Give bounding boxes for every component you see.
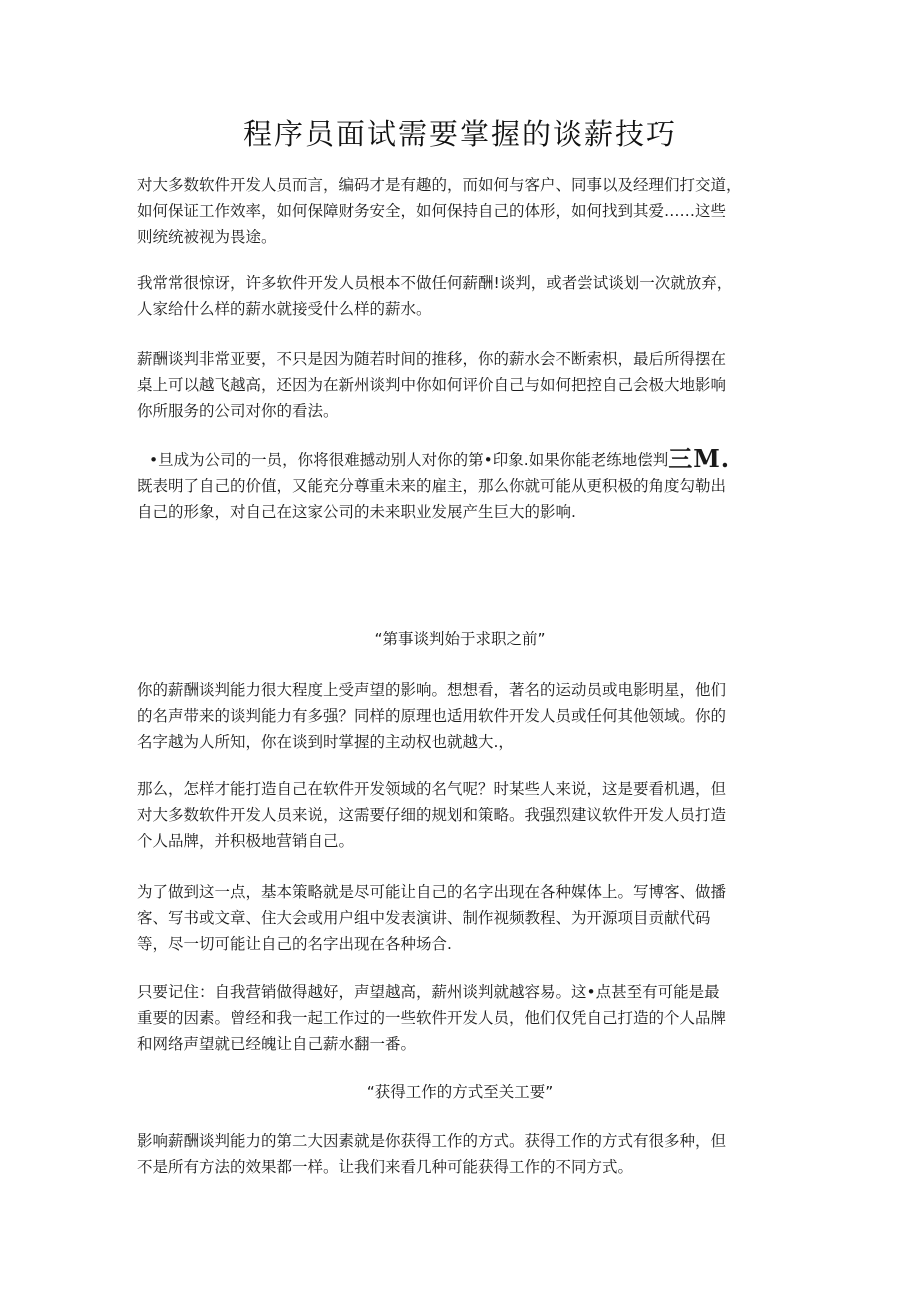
text-line: 既表明了自己的价值，又能充分尊重未来的雇主，那么你就可能从更积极的角度勾勒出 (137, 477, 727, 495)
text-line: 薪酬谈判非常亚要，不只是因为随若时间的推移，你的薪水会不断索枳，最后所得摆在 (137, 350, 727, 368)
paragraph-personal-brand (137, 776, 787, 854)
text-line: 我常常很惊讶，许多软件开发人员根本不做任何薪酬!谈判，或者尝试谈划一次就放弃， (137, 274, 733, 292)
paragraph-job-method (137, 1128, 787, 1180)
text-line: 桌上可以越飞越高，还因为在新州谈判中你如何评价自己与如何把控自己会极大地影响 (137, 376, 727, 394)
text-line: 名字越为人所知，你在谈到时掌握的主动权也就越大.， (137, 733, 514, 751)
text-line: 如何保证工作效率，如何保障财务安全，如何保持自己的体形，如何找到其爱……这些 (137, 202, 727, 220)
paragraph-intro (137, 172, 787, 250)
text-line: 那么，怎样才能打造自己在软件开发领域的名气呢？时某些人来说，这是要看机遇，但 (137, 780, 727, 798)
paragraph-importance (137, 346, 787, 424)
paragraph-first-impression (137, 446, 787, 525)
text-line: 你所服务的公司对你的看法。 (137, 402, 339, 420)
section-heading: “第事谈判始于求职之前” (374, 630, 546, 648)
text-line: 不是所有方法的效果都一样。让我们来看几种可能获得工作的不同方式。 (137, 1158, 634, 1176)
text-line: 的名声带来的谈判能力有多强？同样的原理也适用软件开发人员或任何其他领域。你的 (137, 707, 727, 725)
text-line: 影响薪酬谈判能力的第二大因素就是你获得工作的方式。获得工作的方式有很多种，但 (137, 1132, 727, 1150)
document-title: 程序员面试需要掌握的谈薪技巧 (242, 117, 677, 151)
text-line: 等，尽一切可能让自己的名字出现在各种场合. (137, 935, 452, 953)
text-line: 你的薪酬谈判能力很大程度上受声望的影响。想想看，著名的运动员或电影明星，他们 (137, 681, 727, 699)
text-line: 客、写书或文章、住大会或用户组中发表演讲、制作视频教程、为开源项目贡献代码 (137, 909, 711, 927)
text-line: 为了做到这一点，基本策略就是尽可能让自己的名字出现在各种媒体上。写博客、做播 (137, 883, 727, 901)
text-line: 只要记住：自我营销做得越好，声望越高，薪州谈判就越容易。这•点甚至有可能是最 (137, 983, 720, 1001)
text-line: 自己的形象，对自己在这家公司的未来职业发展产生巨大的影响. (137, 503, 576, 521)
text-line (137, 446, 787, 473)
paragraph-surprise (137, 270, 787, 322)
paragraph-strategy (137, 879, 787, 957)
text-line: 人家给什么样的薪水就接受什么样的薪水。 (137, 300, 432, 318)
text-line: 对大多数软件开发人员来说，这需要仔细的规划和策略。我强烈建议软件开发人员打造 (137, 806, 727, 824)
paragraph-remember (137, 979, 787, 1057)
text-line: 个人品牌，并积极地营销自己。 (137, 832, 355, 850)
text-line: 对大多数软件开发人员而言，编码才是有趣的，而如何与客户、同事以及经理们打交道， (137, 176, 742, 194)
text-line: 和网络声望就已经魄让自己薪水翻一番。 (137, 1035, 417, 1053)
section-heading: “获得工作的方式至关工要” (366, 1083, 554, 1101)
garbled-mark: 三M. (668, 444, 731, 473)
paragraph-reputation (137, 677, 787, 755)
text-line-body: •旦成为公司的一员，你将很难撼动别人对你的第•印象.如果你能老练地偿判 (149, 451, 669, 469)
text-line: 重要的因素。曾经和我一起工作过的一些软件开发人员，他们仅凭自己打造的个人品牌 (137, 1009, 727, 1027)
text-line: 则统统被视为畏途。 (137, 228, 277, 246)
